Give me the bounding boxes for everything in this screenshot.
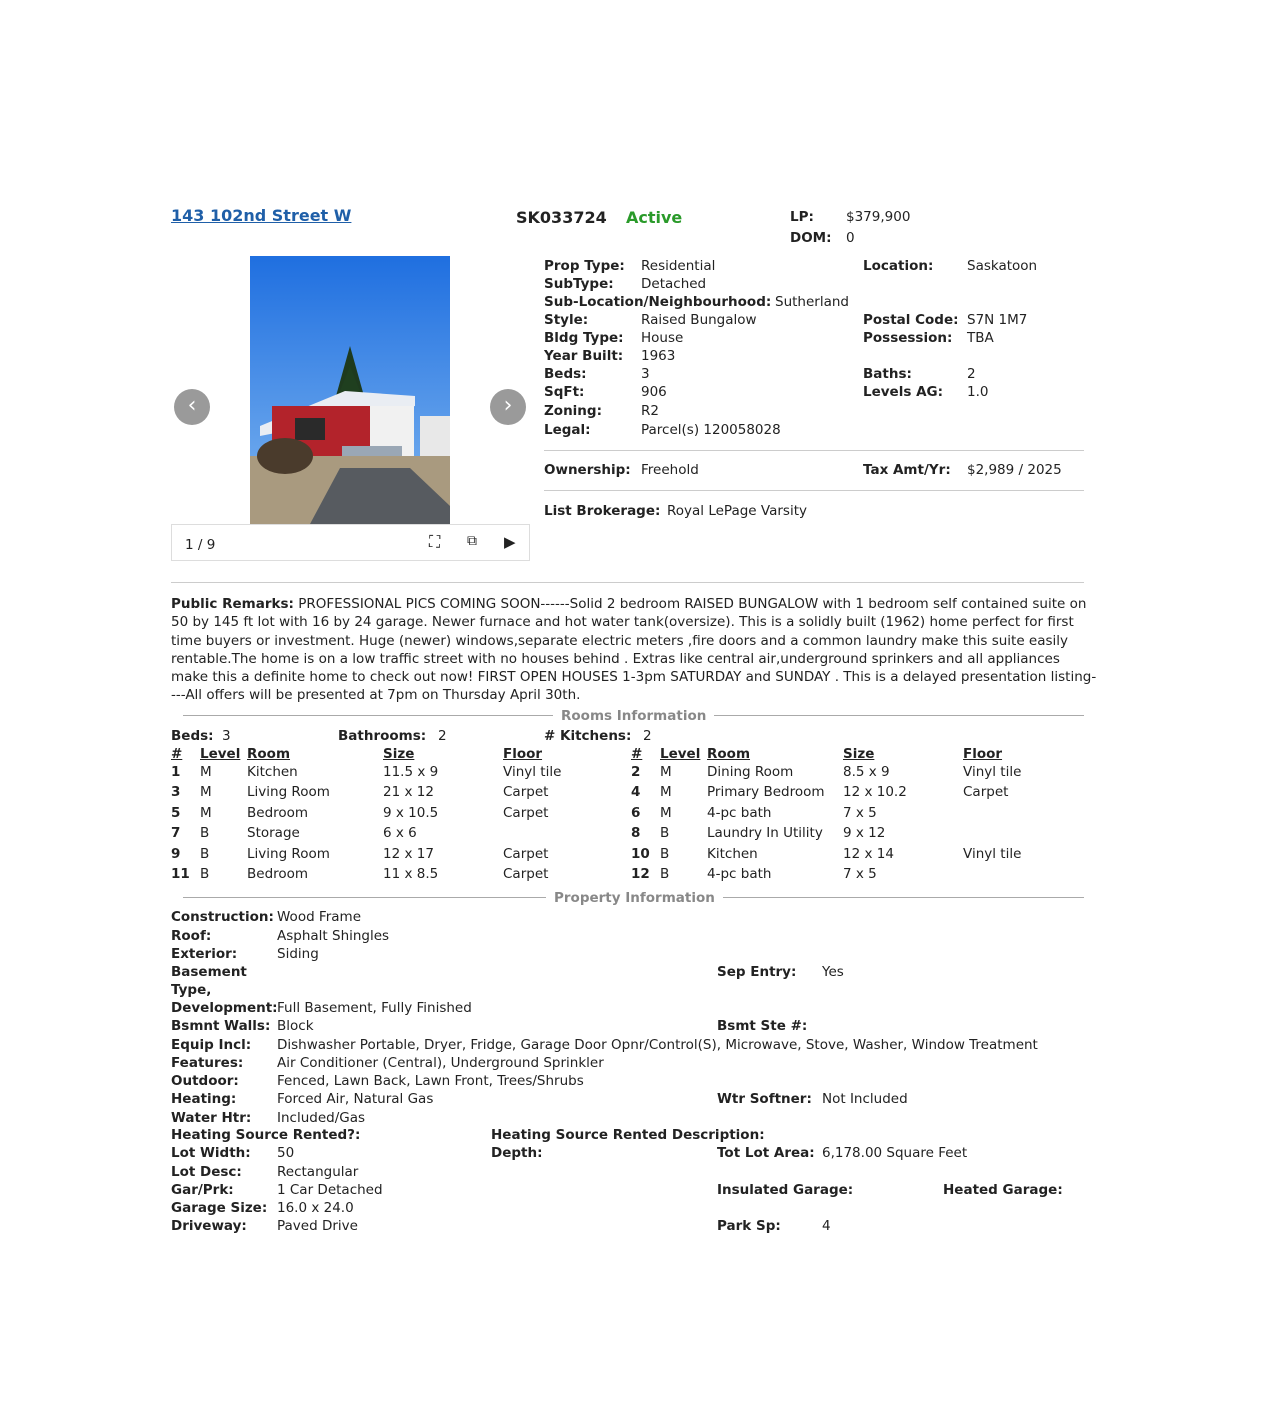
- heat-rented-label: Heating Source Rented?:: [171, 1127, 361, 1143]
- heat-rented-desc-label: Heating Source Rented Description:: [491, 1127, 765, 1143]
- room-floor: Carpet: [503, 866, 549, 882]
- park-sp-value: 4: [822, 1218, 831, 1234]
- park-sp-label: Park Sp:: [717, 1218, 781, 1234]
- room-floor: Carpet: [963, 784, 1009, 800]
- year-built-label: Year Built:: [544, 348, 624, 364]
- room-col-size: Size: [843, 746, 875, 762]
- room-level: M: [660, 764, 672, 780]
- room-col-size: Size: [383, 746, 415, 762]
- room-col-num: #: [631, 746, 643, 762]
- bsmt-walls-value: Block: [277, 1018, 314, 1034]
- room-size: 11 x 8.5: [383, 866, 439, 882]
- sep-entry-label: Sep Entry:: [717, 964, 797, 980]
- room-floor: Carpet: [503, 846, 549, 862]
- construction-label: Construction:: [171, 909, 274, 925]
- heating-value: Forced Air, Natural Gas: [277, 1091, 434, 1107]
- garage-size-value: 16.0 x 24.0: [277, 1200, 354, 1216]
- sqft-value: 906: [641, 384, 667, 400]
- location-label: Location:: [863, 258, 934, 274]
- prev-photo-button[interactable]: [174, 389, 210, 425]
- zoning-label: Zoning:: [544, 403, 602, 419]
- room-level: B: [660, 825, 670, 841]
- chevron-left-icon: ‹: [187, 393, 197, 418]
- room-name: Primary Bedroom: [707, 784, 825, 800]
- mls-number: SK033724: [516, 208, 607, 227]
- room-level: M: [200, 784, 212, 800]
- lp-value: $379,900: [846, 209, 911, 225]
- rooms-beds-value: 3: [222, 728, 231, 744]
- room-num: 5: [171, 805, 181, 821]
- ownership-value: Freehold: [641, 462, 699, 478]
- prop-type-value: Residential: [641, 258, 716, 274]
- tot-lot-label: Tot Lot Area:: [717, 1145, 815, 1161]
- chevron-right-icon: ›: [503, 393, 513, 418]
- room-col-num: #: [171, 746, 183, 762]
- room-col-room: Room: [707, 746, 751, 762]
- room-size: 7 x 5: [843, 866, 877, 882]
- fullscreen-icon[interactable]: ⛶: [429, 532, 441, 551]
- gar-prk-value: 1 Car Detached: [277, 1182, 383, 1198]
- tax-value: $2,989 / 2025: [967, 462, 1062, 478]
- lot-desc-label: Lot Desc:: [171, 1164, 242, 1180]
- rooms-beds-label: Beds:: [171, 728, 214, 744]
- play-icon[interactable]: ▶: [504, 533, 516, 551]
- possession-label: Possession:: [863, 330, 953, 346]
- room-num: 6: [631, 805, 641, 821]
- exterior-value: Siding: [277, 946, 319, 962]
- zoning-value: R2: [641, 403, 659, 419]
- roof-label: Roof:: [171, 928, 212, 944]
- equip-label: Equip Incl:: [171, 1037, 252, 1053]
- year-built-value: 1963: [641, 348, 676, 364]
- room-floor: Vinyl tile: [963, 764, 1022, 780]
- room-num: 9: [171, 846, 181, 862]
- room-size: 6 x 6: [383, 825, 417, 841]
- listing-photo[interactable]: [250, 256, 450, 524]
- heating-label: Heating:: [171, 1091, 237, 1107]
- features-value: Air Conditioner (Central), Underground Sprinkler: [277, 1055, 604, 1071]
- sep-entry-value: Yes: [822, 964, 844, 980]
- bsmt-ste-label: Bsmt Ste #:: [717, 1018, 808, 1034]
- development-label: Development:: [171, 1000, 278, 1016]
- room-size: 12 x 10.2: [843, 784, 907, 800]
- location-value: Saskatoon: [967, 258, 1038, 274]
- room-num: 12: [631, 866, 650, 882]
- room-level: B: [200, 825, 210, 841]
- subtype-value: Detached: [641, 276, 707, 292]
- room-num: 11: [171, 866, 190, 882]
- dom-value: 0: [846, 230, 855, 246]
- listing-address-link[interactable]: 143 102nd Street W: [171, 206, 352, 225]
- divider: [544, 490, 1084, 491]
- room-col-floor: Floor: [963, 746, 1003, 762]
- beds-value: 3: [641, 366, 650, 382]
- levels-label: Levels AG:: [863, 384, 944, 400]
- room-size: 9 x 12: [843, 825, 886, 841]
- basement-type-label: Type,: [171, 982, 212, 998]
- gallery-controls: [171, 524, 530, 561]
- room-num: 8: [631, 825, 641, 841]
- water-softner-value: Not Included: [822, 1091, 908, 1107]
- room-name: Living Room: [247, 846, 330, 862]
- baths-label: Baths:: [863, 366, 912, 382]
- subloc-value: Sutherland: [775, 294, 849, 310]
- depth-label: Depth:: [491, 1145, 543, 1161]
- dom-label: DOM:: [790, 230, 832, 246]
- room-size: 11.5 x 9: [383, 764, 439, 780]
- rooms-kitchens-label: # Kitchens:: [544, 728, 632, 744]
- room-num: 10: [631, 846, 650, 862]
- bldg-type-label: Bldg Type:: [544, 330, 624, 346]
- room-floor: Vinyl tile: [963, 846, 1022, 862]
- tot-lot-value: 6,178.00 Square Feet: [822, 1145, 968, 1161]
- room-size: 7 x 5: [843, 805, 877, 821]
- roof-value: Asphalt Shingles: [277, 928, 390, 944]
- room-level: M: [200, 805, 212, 821]
- room-name: Storage: [247, 825, 300, 841]
- room-num: 3: [171, 784, 181, 800]
- style-label: Style:: [544, 312, 589, 328]
- room-floor: Vinyl tile: [503, 764, 562, 780]
- garage-size-label: Garage Size:: [171, 1200, 268, 1216]
- room-size: 8.5 x 9: [843, 764, 890, 780]
- room-col-level: Level: [200, 746, 241, 762]
- lot-width-label: Lot Width:: [171, 1145, 251, 1161]
- room-level: B: [660, 866, 670, 882]
- room-name: Bedroom: [247, 866, 309, 882]
- lot-desc-value: Rectangular: [277, 1164, 359, 1180]
- divider: [544, 450, 1084, 451]
- room-num: 4: [631, 784, 641, 800]
- lot-width-value: 50: [277, 1145, 295, 1161]
- room-size: 12 x 14: [843, 846, 894, 862]
- features-label: Features:: [171, 1055, 244, 1071]
- water-softner-label: Wtr Softner:: [717, 1091, 812, 1107]
- tax-label: Tax Amt/Yr:: [863, 462, 951, 478]
- room-name: Kitchen: [707, 846, 758, 862]
- brokerage-value: Royal LePage Varsity: [667, 503, 807, 519]
- room-floor: Carpet: [503, 784, 549, 800]
- driveway-value: Paved Drive: [277, 1218, 358, 1234]
- remarks-label: Public Remarks:: [171, 596, 294, 612]
- exterior-label: Exterior:: [171, 946, 238, 962]
- insulated-garage-label: Insulated Garage:: [717, 1182, 854, 1198]
- rooms-section-title: Rooms Information: [553, 708, 714, 724]
- rooms-bath-value: 2: [438, 728, 447, 744]
- heated-garage-label: Heated Garage:: [943, 1182, 1063, 1198]
- postal-code-value: S7N 1M7: [967, 312, 1028, 328]
- room-name: Kitchen: [247, 764, 298, 780]
- room-size: 9 x 10.5: [383, 805, 439, 821]
- next-photo-button[interactable]: [490, 389, 526, 425]
- popout-icon[interactable]: ⧉: [467, 533, 477, 549]
- room-col-room: Room: [247, 746, 291, 762]
- rooms-bath-label: Bathrooms:: [338, 728, 427, 744]
- remarks-text: PROFESSIONAL PICS COMING SOON------Solid 2 bedroom RAISED BUNGALOW with 1 bedroom self contained suite on 50 by 145 ft lot with 16 by 24 garage. Newer furnace and hot water tank(oversize). This is a solidly built (1962) home perfect for first time buyers or investment. Huge (newer) windows,separate electric meters ,fire doors and a common laundry make this suite easily rentable.The home is on a low traffic street with no houses behind . Extras like central air,underground sprinkers and all appliances make this a definite home to check out now! FIRST OPEN HOUSES 1-3pm SATURDAY and SUNDAY . This is a delayed presentation listing----All offers will be presented at 7pm on Thursday April 30th.: [171, 596, 1097, 704]
- rooms-kitchens-value: 2: [643, 728, 652, 744]
- public-remarks: [171, 595, 1101, 705]
- bldg-type-value: House: [641, 330, 684, 346]
- room-name: Laundry In Utility: [707, 825, 823, 841]
- water-htr-value: Included/Gas: [277, 1110, 366, 1126]
- room-level: M: [660, 784, 672, 800]
- room-floor: Carpet: [503, 805, 549, 821]
- room-name: 4-pc bath: [707, 866, 772, 882]
- room-size: 21 x 12: [383, 784, 434, 800]
- gar-prk-label: Gar/Prk:: [171, 1182, 234, 1198]
- room-level: B: [660, 846, 670, 862]
- room-level: B: [200, 846, 210, 862]
- ownership-label: Ownership:: [544, 462, 631, 478]
- equip-value: Dishwasher Portable, Dryer, Fridge, Garage Door Opnr/Control(S), Microwave, Stove, Washer, Window Treatment: [277, 1037, 1038, 1053]
- room-name: Living Room: [247, 784, 330, 800]
- bsmt-walls-label: Bsmnt Walls:: [171, 1018, 271, 1034]
- baths-value: 2: [967, 366, 976, 382]
- room-name: 4-pc bath: [707, 805, 772, 821]
- water-htr-label: Water Htr:: [171, 1110, 252, 1126]
- room-num: 2: [631, 764, 641, 780]
- photo-counter: 1 / 9: [185, 537, 216, 553]
- legal-label: Legal:: [544, 422, 591, 438]
- subtype-label: SubType:: [544, 276, 614, 292]
- style-value: Raised Bungalow: [641, 312, 757, 328]
- room-level: M: [660, 805, 672, 821]
- property-section-title: Property Information: [546, 890, 723, 906]
- brokerage-label: List Brokerage:: [544, 503, 661, 519]
- construction-value: Wood Frame: [277, 909, 361, 925]
- room-col-floor: Floor: [503, 746, 543, 762]
- status-badge: Active: [626, 208, 683, 227]
- room-name: Dining Room: [707, 764, 794, 780]
- sqft-label: SqFt:: [544, 384, 585, 400]
- driveway-label: Driveway:: [171, 1218, 247, 1234]
- room-size: 12 x 17: [383, 846, 434, 862]
- possession-value: TBA: [967, 330, 994, 346]
- levels-value: 1.0: [967, 384, 989, 400]
- development-value: Full Basement, Fully Finished: [277, 1000, 472, 1016]
- room-col-level: Level: [660, 746, 701, 762]
- beds-label: Beds:: [544, 366, 587, 382]
- room-num: 7: [171, 825, 181, 841]
- postal-code-label: Postal Code:: [863, 312, 959, 328]
- divider: [171, 582, 1084, 583]
- room-num: 1: [171, 764, 181, 780]
- subloc-label: Sub-Location/Neighbourhood:: [544, 294, 772, 310]
- basement-label: Basement: [171, 964, 247, 980]
- prop-type-label: Prop Type:: [544, 258, 625, 274]
- room-name: Bedroom: [247, 805, 309, 821]
- lp-label: LP:: [790, 209, 814, 225]
- legal-value: Parcel(s) 120058028: [641, 422, 781, 438]
- room-level: M: [200, 764, 212, 780]
- room-level: B: [200, 866, 210, 882]
- outdoor-label: Outdoor:: [171, 1073, 239, 1089]
- outdoor-value: Fenced, Lawn Back, Lawn Front, Trees/Shrubs: [277, 1073, 584, 1089]
